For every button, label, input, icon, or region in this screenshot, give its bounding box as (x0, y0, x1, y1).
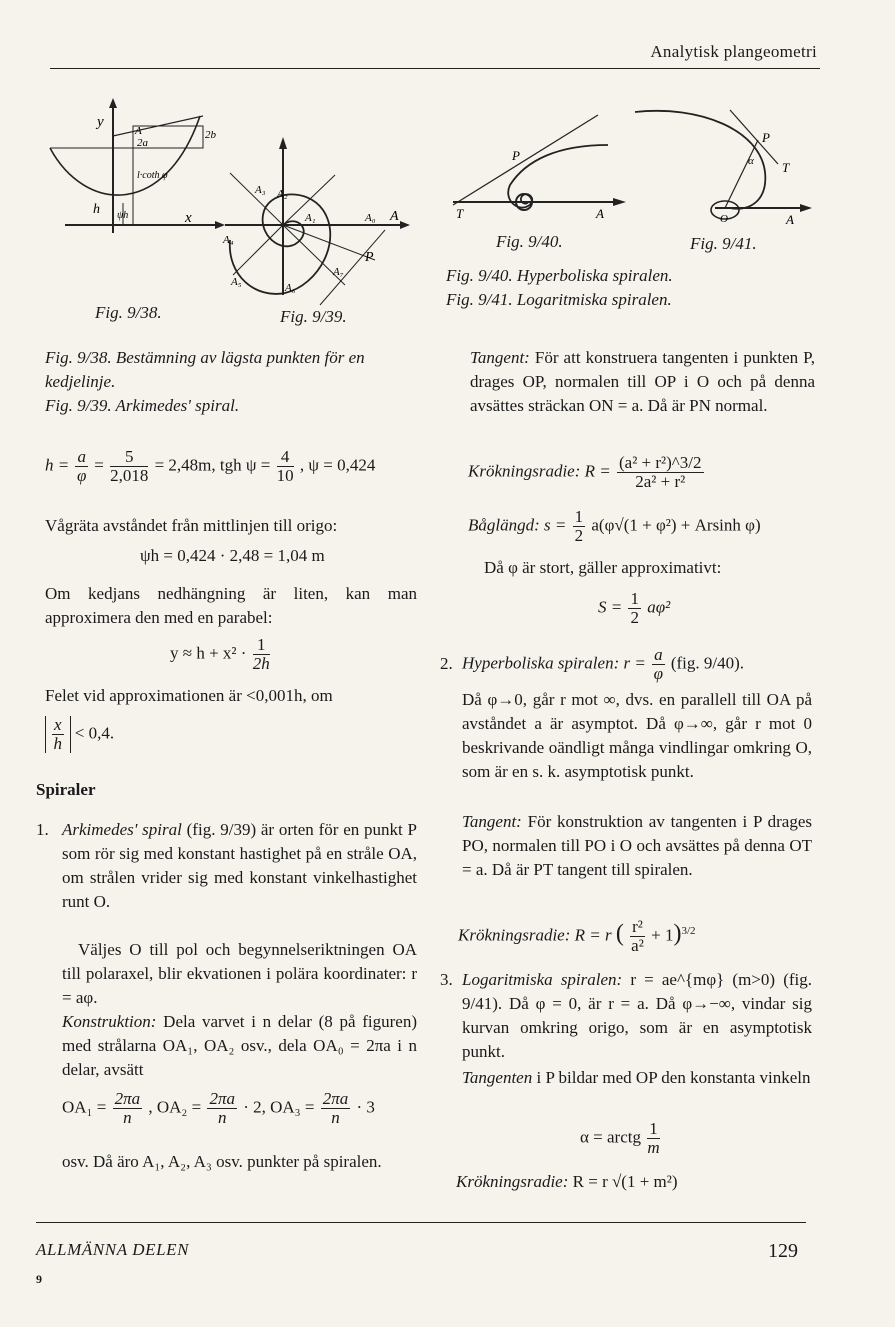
running-header: Analytisk plangeometri (650, 42, 817, 61)
fig939-pt-2: A₂ (277, 188, 288, 200)
fig940-A-label: A (596, 206, 604, 220)
fig940-label: Fig. 9/40. (496, 232, 563, 251)
equation-S: S = $\frac{1}{2}$ aφ² (598, 589, 671, 627)
fig939-pt-3: A₁ (305, 212, 316, 224)
figure-9-40 (448, 110, 638, 220)
equation-kroekning-1: Krökningsradie: R = $\frac{\text{(a² + r²)\textasciicircum{}3/2}}{\text{2a² + r²}}$ (468, 453, 702, 491)
page-number: 129 (768, 1240, 798, 1262)
fig941-label: Fig. 9/41. (690, 234, 757, 253)
fig938-lcoth-label: l·coth φ (137, 170, 168, 181)
item-3-tangent: Tangenten i P bildar med OP den konstanta vinkeln (462, 1068, 811, 1087)
item-1-equation: OA₁ = $\frac{2\pi a}{n}$ , OA₂ = $\frac{2\pi a}{n}$ · 2, OA₃ = $\frac{2\pi a}{n}$ · 3 (62, 1089, 375, 1127)
figure-9-41 (630, 100, 815, 230)
fig939-pt-4: A₄ (223, 234, 234, 246)
header-rule (50, 68, 820, 69)
fig938-x-label: x (185, 210, 192, 226)
fig938-2b-label: 2b (205, 129, 216, 141)
equation-parabola: y ≈ h + x² · $\frac{1}{2h}$ (170, 635, 270, 673)
equation-psih: ψh = 0,424 · 2,48 = 1,04 m (140, 546, 325, 565)
fig939-P-label: P (365, 250, 374, 265)
item-1-text: Arkimedes' spiral (fig. 9/39) är orten för en punkt P som rör sig med konstant hastighet på en stråle OA, om strålen vrider sig med konstant vinkelhastighet runt O. (62, 820, 417, 911)
fig938-label: Fig. 9/38. (95, 303, 162, 322)
paragraph-error: Felet vid approximationen är <0,001h, om (45, 686, 333, 705)
paragraph-phi-large: Då φ är stort, gäller approximativt: (484, 558, 722, 577)
caption-9-40: Fig. 9/40. Hyperboliska spiralen. (446, 266, 673, 285)
equation-abs: $\frac{x}{h}$ < 0,4. (45, 716, 114, 753)
footer-rule (36, 1222, 806, 1223)
item-2-tangent: Tangent: För konstruktion av tangenten i P drages PO, normalen till PO i O och avsättes på denna OT = a. Då är PT tangent till spiralen. (462, 812, 812, 879)
fig938-y-label: y (97, 114, 104, 130)
footer-section: ALLMÄNNA DELEN (36, 1240, 190, 1259)
item-1-number: 1. (36, 820, 49, 839)
footer-signature: 9 (36, 1272, 42, 1286)
fig941-alpha-label: α (748, 155, 754, 167)
fig939-pt-5: A₅ (231, 276, 242, 288)
fig938-2a-label: 2a (137, 137, 148, 149)
paragraph-parabola: Om kedjans nedhängning är liten, kan man approximera den med en parabel: (45, 584, 417, 627)
equation-baglangd: Båglängd: s = $\frac{1}{2}$ a(φ√(1 + φ²) + Arsinh φ) (468, 507, 761, 545)
item-2-number: 2. (440, 654, 453, 673)
fig938-h-label: h (93, 202, 100, 217)
fig939-pt-0: A₀ (365, 212, 376, 224)
fig941-P-label: P (762, 130, 770, 145)
heading-spiraler: Spiraler (36, 780, 96, 799)
figure-9-39 (215, 135, 415, 310)
item-2-kroekning: Krökningsradie: R = r ( $\frac{\text{r²}}{\text{a²}}$ + 1)$^{3/2}$ (458, 917, 696, 955)
item-3-number: 3. (440, 970, 453, 989)
figure-9-38 (45, 98, 230, 238)
fig939-pt-1: A₃ (255, 184, 266, 196)
caption-9-41: Fig. 9/41. Logaritmiska spiralen. (446, 290, 672, 309)
caption-9-39: Fig. 9/39. Arkimedes' spiral. (45, 396, 240, 415)
equation-alpha: α = arctg $\frac{1}{m}$ (580, 1119, 660, 1157)
paragraph-horizontal-distance: Vågräta avståndet från mittlinjen till origo: (45, 516, 338, 535)
fig939-pt-6: A₆ (285, 282, 296, 294)
equation-h: h = $\frac{a}{\varphi}$ = $\frac{5}{2,018}$ = 2,48m, tgh ψ = $\frac{4}{10}$ , ψ = 0,424 (45, 447, 376, 485)
fig939-label: Fig. 9/39. (280, 307, 347, 326)
item-3-kroekning: Krökningsradie: R = r √(1 + m²) (456, 1172, 678, 1191)
fig938-psih-label: ψh (117, 210, 129, 221)
item-2-heading: Hyperboliska spiralen: r = $\frac{a}{\varphi}$ (fig. 9/40). (462, 645, 745, 683)
caption-9-38: Fig. 9/38. Bestämning av lägsta punkten för en kedjelinje. (45, 348, 365, 391)
fig940-T-label: T (456, 206, 464, 220)
fig941-O-label: O (720, 213, 728, 225)
fig939-A-label: A (390, 209, 399, 224)
fig941-A-label: A (786, 212, 794, 227)
item-1-text2: Väljes O till pol och begynnelseriktningen OA till polaraxel, blir ekvationen i polära koordinater: r = aφ. (62, 940, 417, 1007)
item-2-text: Då φ→0, går r mot ∞, dvs. en parallell till OA på avståndet a är asymptot. Då φ→∞, går r mot 0 beskrivande oändligt många vindlingar omkring O, som är en s. k. asymptotisk punkt. (462, 690, 812, 781)
fig941-T-label: T (782, 160, 790, 175)
fig939-pt-7: A₇ (333, 266, 344, 278)
item-1-end: osv. Då äro A₁, A₂, A₃ osv. punkter på spiralen. (62, 1152, 382, 1171)
fig940-P-label: P (512, 148, 520, 163)
paragraph-tangent: Tangent: För att konstruera tangenten i punkten P, drages OP, normalen till OP i O och på denna avsättes sträckan ON = a. Då är PN normal. (470, 348, 815, 415)
item-1-konstruktion: Konstruktion: Dela varvet i n delar (8 på figuren) med strålarna OA₁, OA₂ osv., dela OA₀ = 2πa i n delar, avsätt (62, 1012, 417, 1079)
item-3-text: Logaritmiska spiralen: r = ae^{mφ} (m>0) (fig. 9/41). Då φ = 0, är r = a. Då φ→−∞, vindar sig kurvan omkring origo, som är en asymptotisk punkt. (462, 970, 812, 1061)
fig938-A-label: A (135, 125, 142, 137)
